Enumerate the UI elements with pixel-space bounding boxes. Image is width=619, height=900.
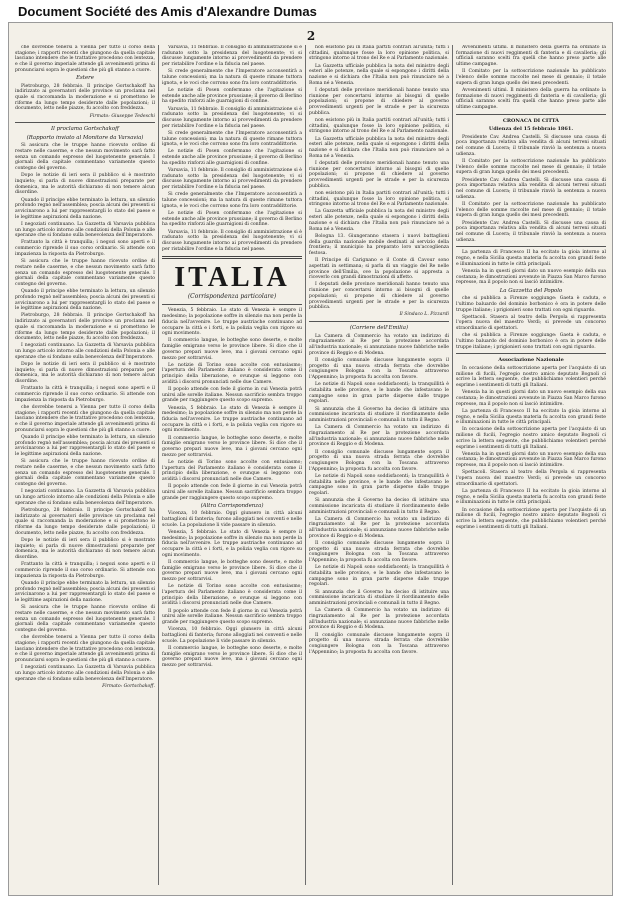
paragraph: Vicenza, 10 febbraio. Oggi giunsero in città alcuni battaglioni di fanteria; furono alloggiati nei conventi e nelle scuole. La popolazione li vide passare in silenzio. (162, 627, 302, 644)
paragraph: Quando il principe ebbe terminato la lettura, un silenzio profondo regnò nell'assemblea; poscia alcuni dei presenti si avvicinarono a lui per rappresentargli lo stato del paese e le legittime aspirazioni della nazione. (15, 289, 155, 312)
paragraph: Il Principe di Carignano e il Conte di Cavour sono aspettati in settimana; si parla di un viaggio del Re nelle province dell'Emilia, ove la popolazione si appresta a riceverlo con grandi dimostrazioni di affetto. (309, 258, 449, 281)
paragraph: Si crede generalmente che l'Imperatore acconsentirà a talune concessioni; ma la natura di queste rimane tuttora ignota, e le voci che corrono sono fra loro contraddittorie. (162, 69, 302, 86)
paragraph: Dopo le notizie di ieri sera il pubblico si è mostrato inquieto; si parla di nuove dimostrazioni preparate per domenica, ma le autorità dichiarano di non temere alcun disordine. (15, 537, 155, 561)
paragraph: I negoziati continuano. La Gazzetta di Varsavia pubblica un lungo articolo intorno alle condizioni della Polonia e alle speranze che si fondano sulla benevolenza dell'Imperatore. (15, 665, 155, 682)
paragraph: Il popolo attende con fede il giorno in cui Venezia potrà unirsi alle sorelle italiane. Nessun sacrificio sembra troppo grande per raggiungere questo scopo supremo. (162, 484, 302, 501)
paragraph: Il consiglio comunale discusse lungamente sopra il progetto di una nuova strada ferrata che dovrebbe congiungere Bologna con la Toscana attraverso l'Appennino; la proposta fu accolta con favore. (309, 357, 449, 381)
paragraph: Il consiglio comunale discusse lungamente sopra il progetto di una nuova strada ferrata che dovrebbe congiungere Bologna con la Toscana attraverso l'Appennino; la proposta fu accolta con favore. (309, 449, 449, 472)
paragraph: Le notizie di Napoli sono soddisfacenti; la tranquillità è ristabilita nelle province, e le bande che infestavano le campagne sono in gran parte disperse dalle truppe regolari. (309, 473, 449, 496)
divider (456, 353, 606, 354)
page-number: 2 (306, 29, 316, 43)
paragraph: che si pubblica a Firenze soggiunge: Gaeta è caduta, e l'ultimo baluardo del dominio borbonico è ora in potere delle truppe italiane; i prigionieri sono trattati con ogni riguardo. (456, 296, 606, 313)
paragraph: Frattanto la città è tranquilla; i negozi sono aperti e il commercio riprende il suo corso ordinario. Si attende con impazienza la risposta da Pietroburgo. (15, 386, 155, 403)
paragraph: che si pubblica a Firenze soggiunge: Gaeta è caduta, e l'ultimo baluardo del dominio borbonico è ora in potere delle truppe italiane; i prigionieri sono trattati con ogni riguardo. (456, 333, 606, 350)
paragraph: Si annunzia che il Governo ha deciso di istituire una commissione incaricata di studiare il riordinamento delle amministrazioni provinciali e comunali in tutto il Regno. (309, 498, 449, 515)
paragraph: La Camera di Commercio ha votato un indirizzo di ringraziamento al Re per la protezione accordata all'industria nazionale; si annunziano nuove fabbriche nelle province di Reggio e di Modena. (309, 516, 449, 539)
divider (162, 256, 302, 259)
paragraph: Quando il principe ebbe terminato la lettura, un silenzio profondo regnò nell'assemblea; poscia alcuni dei presenti si avvicinarono a lui per rappresentargli lo stato del paese e le legittime aspirazioni della nazione. (15, 580, 155, 603)
paragraph: Si crede generalmente che l'Imperatore acconsentirà a talune concessioni; ma la natura di queste rimane tuttora ignota, e le voci che corrono sono fra loro contraddittorie. (162, 130, 302, 148)
paragraph: Pietroburgo, 28 febbraio. Il principe Gortschakoff ha indirizzato ai governatori delle province un proclama nel quale si raccomanda la moderazione e si promettono le riforme da lungo tempo desiderate dalle popolazioni; il documento, letto nelle piazze, fu accolto con freddezza. (15, 313, 155, 342)
section-subheading: (Rapporto inviato al Monitore da Varsavia) (26, 134, 144, 141)
paragraph: La partenza di Francesco II ha eccitato la gioia intorno al regno, e nella Sicilia questa materia fu accolta con grandi feste e illuminazioni in tutte le città principali. (456, 250, 606, 267)
paragraph: Le notizie di Napoli sono soddisfacenti; la tranquillità è ristabilita nelle province, e le bande che infestavano le campagne sono in gran parte disperse dalle truppe regolari. (309, 382, 449, 405)
paragraph: La Gazzetta ufficiale pubblica la nota del ministro degli esteri alle potenze, nella quale si espongono i diritti della nazione e si dichiara che l'Italia non può rinunciare né a Roma né a Venezia. (309, 63, 449, 86)
paragraph: Presidente Cav. Andrea Castelli. Si discusse una causa di poca importanza relativa alla vendita di alcuni terreni situati nel comune di Lucera; il tribunale rinviò la sentenza a nuova udienza. (456, 220, 606, 243)
paragraph: Il popolo attende con fede il giorno in cui Venezia potrà unirsi alle sorelle italiane. Nessun sacrificio sembra troppo grande per raggiungere questo scopo supremo. (162, 387, 302, 404)
paragraph: Venezia, 5 febbraio. Lo stato di Venezia è sempre il medesimo; la popolazione soffre in silenzio ma non perde la fiducia nell'avvenire. Le truppe austriache continuano ad occupare la città e i forti, e la polizia veglia con rigore su ogni movimento. (162, 405, 302, 434)
paragraph: non esistono più in Italia partiti contrari all'unità; tutti i cittadini, qualunque fosse la loro opinione politica, si stringono intorno al trono del Re e al Parlamento nazionale. (309, 117, 449, 135)
paragraph: Il consiglio comunale discusse lungamente sopra il progetto di una nuova strada ferrata che dovrebbe congiungere Bologna con la Toscana attraverso l'Appennino; la proposta fu accolta con favore. (309, 541, 449, 564)
paragraph: Le notizie di Torino sono accolte con entusiasmo; l'apertura del Parlamento italiano è considerata come il principio della liberazione, e ovunque si leggono con avidità i discorsi pronunciati nelle due Camere. (162, 459, 302, 483)
paragraph: Si annunzia che il Governo ha deciso di istituire una commissione incaricata di studiare il riordinamento delle amministrazioni provinciali e comunali in tutto il Regno. (309, 406, 449, 423)
paragraph: Le notizie di Posen confermano che l'agitazione si estende anche alle province prussiane; il governo di Berlino ha spedito rinforzi alle guarnigioni di confine. (162, 87, 302, 105)
column-4 (456, 45, 606, 885)
paragraph: Si annunzia che il Governo ha deciso di istituire una commissione incaricata di studiare il riordinamento delle amministrazioni provinciali e comunali in tutto il Regno. (309, 589, 449, 607)
paragraph: Quando il principe ebbe terminato la lettura, un silenzio profondo regnò nell'assemblea; poscia alcuni dei presenti si avvicinarono a lui per rappresentargli lo stato del paese e le legittime aspirazioni della nazione. (15, 197, 155, 220)
paragraph: Le notizie di Torino sono accolte con entusiasmo; l'apertura del Parlamento italiano è considerata come il principio della liberazione, e ovunque si leggono con avidità i discorsi pronunciati nelle due Camere. (162, 362, 302, 385)
paragraph: La partenza di Francesco II ha eccitato la gioia intorno al regno, e nella Sicilia questa materia fu accolta con grandi feste e illuminazioni in tutte le città principali. (456, 489, 606, 506)
paragraph: Il commercio langue, le botteghe sono deserte, e molte famiglie emigrano verso le province libere. Si dice che il governo prepari nuove leve, ma i giovani cercano ogni mezzo per sottrarvisi. (162, 560, 302, 583)
signature: Il Sindaco L. Pizzardi (399, 312, 449, 318)
paragraph: Varsavia, 11 febbraio. Il consiglio di amministrazione si è radunato sotto la presidenza del luogotenente; vi si discusse lungamente intorno ai provvedimenti da prendere per ristabilire l'ordine e la fiducia nel paese. (162, 106, 302, 129)
paragraph: Il commercio langue, le botteghe sono deserte, e molte famiglie emigrano verso le province libere. Si dice che il governo prepari nuove leve, ma i giovani cercano ogni mezzo per sottrarvisi. (162, 338, 302, 361)
section-heading: Associazione Nazionale (498, 357, 564, 364)
paragraph: La Camera di Commercio ha votato un indirizzo di ringraziamento al Re per la protezione accordata all'industria nazionale; si annunziano nuove fabbriche nelle province di Reggio e di Modena. (309, 608, 449, 631)
paragraph: La Camera di Commercio ha votato un indirizzo di ringraziamento al Re per la protezione accordata all'industria nazionale; si annunziano nuove fabbriche nelle province di Reggio e di Modena. (309, 425, 449, 448)
paragraph: che dovrebbe tenersi a Vienna per tutto il corso della stagione; i rapporti recenti che giungono da quella capitale lasciano intendere che le trattative procedono con lentezza, e che il governo imperiale attende gli avvenimenti prima di pronunciarsi sopra le questioni che più gli stanno a cuore. (15, 404, 155, 433)
paragraph: Si assicura che le truppe hanno ricevuto ordine di restare nelle caserme, e che nessun movimento sarà fatto senza un comando espresso del luogotenente generale. I giornali della capitale commentano variamente questo contegno del governo. (15, 143, 155, 172)
paragraph: non esistono più in Italia partiti contrari all'unità; tutti i cittadini, qualunque fosse la loro opinione politica, si stringono intorno al trono del Re e al Parlamento nazionale. (309, 190, 449, 208)
signature: Firmato: Giuseppe Tedeschi (89, 113, 155, 119)
paragraph: Il popolo attende con fede il giorno in cui Venezia potrà unirsi alle sorelle italiane. Nessun sacrificio sembra troppo grande per raggiungere questo scopo supremo. (162, 608, 302, 626)
paragraph: La Gazzetta ufficiale pubblica la nota del ministro degli esteri alle potenze, nella quale si espongono i diritti della nazione e si dichiara che l'Italia non può rinunciare né a Roma né a Venezia. (309, 136, 449, 159)
section-heading: Estere (76, 75, 94, 82)
section-title-italia: ITALIA (174, 262, 290, 294)
paragraph: Bologna 13. Giungeranno stasera i nuovi battaglioni della guardia nazionale mobile destinati al servizio della frontiera; il municipio ha preparato loro un'accoglienza festosa. (309, 233, 449, 256)
paragraph: La partenza di Francesco II ha eccitato la gioia intorno al regno, e nella Sicilia questa materia fu accolta con grandi feste e illuminazioni in tutte le città principali. (456, 408, 606, 426)
paragraph: Presidente Cav. Andrea Castelli. Si discusse una causa di poca importanza relativa alla vendita di alcuni terreni situati nel comune di Lucera; il tribunale rinviò la sentenza a nuova udienza. (456, 134, 606, 157)
document-title: Document Société des Amis d'Alexandre Dumas (18, 4, 317, 19)
paragraph: Il commercio langue, le botteghe sono deserte, e molte famiglie emigrano verso le province libere. Si dice che il governo prepari nuove leve, ma i giovani cercano ogni mezzo per sottrarvisi. (162, 645, 302, 668)
paragraph: Venezia ha in questi giorni dato un nuovo esempio della sua costanza; le dimostrazioni avvenute in Piazza San Marco furono represse, ma il popolo non si lasciò intimidire. (456, 451, 606, 469)
paragraph: Dopo le notizie di ieri sera il pubblico si è mostrato inquieto; si parla di nuove dimostrazioni preparate per domenica, ma le autorità dichiarano di non temere alcun disordine. (15, 362, 155, 385)
paragraph: Spettacoli. Stasera al teatro della Pergola si rappresenta l'opera nuova del maestro Verdi; si prevede un concorso straordinario di spettatori. (456, 314, 606, 332)
paragraph: Le notizie di Torino sono accolte con entusiasmo; l'apertura del Parlamento italiano è considerata come il principio della liberazione, e ovunque si leggono con avidità i discorsi pronunciati nelle due Camere. (162, 584, 302, 607)
column-2 (162, 45, 302, 885)
paragraph: Venezia ha in questi giorni dato un nuovo esempio della sua costanza; le dimostrazioni avvenute in Piazza San Marco furono represse, ma il popolo non si lasciò intimidire. (456, 390, 606, 407)
paragraph: I deputati delle province meridionali hanno tenuto una riunione per concertarsi intorno ai bisogni di quelle popolazioni; si propone di chiedere al governo provvedimenti urgenti per le strade e per la sicurezza pubblica. (309, 87, 449, 116)
paragraph: Il Comitato per la sottoscrizione nazionale ha pubblicato l'elenco delle somme raccolte nel mese di gennaio; il totale supera di gran lunga quello dei mesi precedenti. (456, 159, 606, 176)
paragraph: Si assicura che le truppe hanno ricevuto ordine di restare nelle caserme, e che nessun movimento sarà fatto senza un comando espresso del luogotenente generale. I giornali della capitale commentano variamente questo contegno del governo. (15, 605, 155, 633)
paragraph: Frattanto la città è tranquilla; i negozi sono aperti e il commercio riprende il suo corso ordinario. Si attende con impazienza la risposta da Pietroburgo. (15, 240, 155, 257)
paragraph: Varsavia, 11 febbraio. Il consiglio di amministrazione si è radunato sotto la presidenza del luogotenente; vi si discusse lungamente intorno ai provvedimenti da prendere per ristabilire l'ordine e la fiducia nel paese. (162, 168, 302, 191)
paragraph: Venezia, 5 febbraio. Lo stato di Venezia è sempre il medesimo; la popolazione soffre in silenzio ma non perde la fiducia nell'avvenire. Le truppe austriache continuano ad occupare la città e i forti, e la polizia veglia con rigore su ogni movimento. (162, 530, 302, 558)
paragraph: Si assicura che le truppe hanno ricevuto ordine di restare nelle caserme, e che nessun movimento sarà fatto senza un comando espresso del luogotenente generale. I giornali della capitale commentano variamente questo contegno del governo. (15, 459, 155, 488)
paragraph: che dovrebbe tenersi a Vienna per tutto il corso della stagione; i rapporti recenti che giungono da quella capitale lasciano intendere che le trattative procedono con lentezza, e che il governo imperiale attende gli avvenimenti prima di pronunciarsi sopra le questioni che più gli stanno a cuore. (15, 635, 155, 663)
paragraph: non esistono più in Italia partiti contrari all'unità; tutti i cittadini, qualunque fosse la loro opinione politica, si stringono intorno al trono del Re e al Parlamento nazionale. (309, 45, 449, 62)
paragraph: I negoziati continuano. La Gazzetta di Varsavia pubblica un lungo articolo intorno alle condizioni della Polonia e alle speranze che si fondano sulla benevolenza dell'Imperatore. (15, 489, 155, 506)
paragraph: In occasione della sottoscrizione aperta per l'acquisto di un milione di fucili, l'egregio nostro amico deputato Bognoli ci scrive la lettera seguente, che pubblichiamo volentieri perché esprime i sentimenti di tutti gli Italiani. (456, 507, 606, 530)
paragraph: Spettacoli. Stasera al teatro della Pergola si rappresenta l'opera nuova del maestro Verdi; si prevede un concorso straordinario di spettatori. (456, 470, 606, 487)
paragraph: Avvenimenti ultimi. Il ministero della guerra ha ordinato la formazione di nuovi reggimenti di fanteria e di cavalleria; gli ufficiali saranno scelti fra quelli che hanno preso parte alle ultime campagne. (456, 45, 606, 68)
paragraph: Il commercio langue, le botteghe sono deserte, e molte famiglie emigrano verso le province libere. Si dice che il governo prepari nuove leve, ma i giovani cercano ogni mezzo per sottrarvisi. (162, 435, 302, 458)
column-rule (158, 45, 159, 885)
divider (456, 114, 606, 115)
signature: Firmato: Gortschakoff. (102, 683, 155, 689)
paragraph: In occasione della sottoscrizione aperta per l'acquisto di un milione di fucili, l'egregio nostro amico deputato Bognoli ci scrive la lettera seguente, che pubblichiamo volentieri perché esprime i sentimenti di tutti gli Italiani. (456, 427, 606, 450)
paragraph: I deputati delle province meridionali hanno tenuto una riunione per concertarsi intorno ai bisogni di quelle popolazioni; si propone di chiedere al governo provvedimenti urgenti per le strade e per la sicurezza pubblica. (309, 282, 449, 311)
newspaper-page (8, 22, 613, 896)
paragraph: Presidente Cav. Andrea Castelli. Si discusse una causa di poca importanza relativa alla vendita di alcuni terreni situati nel comune di Lucera; il tribunale rinviò la sentenza a nuova udienza. (456, 177, 606, 200)
paragraph: Venezia ha in questi giorni dato un nuovo esempio della sua costanza; le dimostrazioni avvenute in Piazza San Marco furono represse, ma il popolo non si lasciò intimidire. (456, 269, 606, 286)
paragraph: I deputati delle province meridionali hanno tenuto una riunione per concertarsi intorno ai bisogni di quelle popolazioni; si propone di chiedere al governo provvedimenti urgenti per le strade e per la sicurezza pubblica. (309, 160, 449, 189)
paragraph: Venezia, 5 febbraio. Lo stato di Venezia è sempre il medesimo; la popolazione soffre in silenzio ma non perde la fiducia nell'avvenire. Le truppe austriache continuano ad occupare la città e i forti, e la polizia veglia con rigore su ogni movimento. (162, 308, 302, 337)
paragraph: Le notizie di Posen confermano che l'agitazione si estende anche alle province prussiane; il governo di Berlino ha spedito rinforzi alle guarnigioni di confine. (162, 210, 302, 228)
section-heading: La Gazzetta del Popolo (499, 287, 563, 294)
section-heading: Il proclama Gortschakoff (51, 126, 119, 133)
paragraph: In occasione della sottoscrizione aperta per l'acquisto di un milione di fucili, l'egregio nostro amico deputato Bognoli ci scrive la lettera seguente, che pubblichiamo volentieri perché esprime i sentimenti di tutti gli Italiani. (456, 365, 606, 389)
column-3 (309, 45, 449, 885)
section-heading: CRONACA DI CITTÀ (502, 117, 560, 124)
paragraph: Le notizie di Posen confermano che l'agitazione si estende anche alle province prussiane; il governo di Berlino ha spedito rinforzi alle guarnigioni di confine. (162, 149, 302, 166)
paragraph: La Gazzetta ufficiale pubblica la nota del ministro degli esteri alle potenze, nella quale si espongono i diritti della nazione e si dichiara che l'Italia non può rinunciare né a Roma né a Venezia. (309, 209, 449, 232)
divider (309, 321, 449, 322)
paragraph: La Camera di Commercio ha votato un indirizzo di ringraziamento al Re per la protezione accordata all'industria nazionale; si annunziano nuove fabbriche nelle province di Reggio e di Modena. (309, 333, 449, 356)
paragraph: Frattanto la città è tranquilla; i negozi sono aperti e il commercio riprende il suo corso ordinario. Si attende con impazienza la risposta da Pietroburgo. (15, 562, 155, 579)
column-rule (305, 45, 306, 885)
paragraph: che dovrebbe tenersi a Vienna per tutto il corso della stagione; i rapporti recenti che giungono da quella capitale lasciano intendere che le trattative procedono con lentezza, e che il governo imperiale attende gli avvenimenti prima di pronunciarsi sopra le questioni che più gli stanno a cuore. (15, 45, 155, 73)
paragraph: Si assicura che le truppe hanno ricevuto ordine di restare nelle caserme, e che nessun movimento sarà fatto senza un comando espresso del luogotenente generale. I giornali della capitale commentano variamente questo contegno del governo. (15, 259, 155, 287)
paragraph: Pietroburgo, 28 febbraio. Il principe Gortschakoff ha indirizzato ai governatori delle province un proclama nel quale si raccomanda la moderazione e si promettono le riforme da lungo tempo desiderate dalle popolazioni; il documento, letto nelle piazze, fu accolto con freddezza. (15, 507, 155, 536)
section-heading: (Altra Corrispondenza) (200, 502, 264, 509)
divider (456, 246, 606, 247)
paragraph: Varsavia, 11 febbraio. Il consiglio di amministrazione si è radunato sotto la presidenza del luogotenente; vi si discusse lungamente intorno ai provvedimenti da prendere per ristabilire l'ordine e la fiducia nel paese. (162, 45, 302, 68)
section-subtitle: (Corrispondenza particolare) (187, 293, 277, 301)
paragraph: Vicenza, 10 febbraio. Oggi giunsero in città alcuni battaglioni di fanteria; furono alloggiati nei conventi e nelle scuole. La popolazione li vide passare in silenzio. (162, 511, 302, 528)
paragraph: I negoziati continuano. La Gazzetta di Varsavia pubblica un lungo articolo intorno alle condizioni della Polonia e alle speranze che si fondano sulla benevolenza dell'Imperatore. (15, 343, 155, 360)
column-rule (452, 45, 453, 885)
divider (15, 122, 155, 123)
paragraph: Quando il principe ebbe terminato la lettura, un silenzio profondo regnò nell'assemblea; poscia alcuni dei presenti si avvicinarono a lui per rappresentargli lo stato del paese e le legittime aspirazioni della nazione. (15, 434, 155, 458)
paragraph: Le notizie di Napoli sono soddisfacenti; la tranquillità è ristabilita nelle province, e le bande che infestavano le campagne sono in gran parte disperse dalle truppe regolari. (309, 565, 449, 588)
paragraph: Dopo le notizie di ieri sera il pubblico si è mostrato inquieto; si parla di nuove dimostrazioni preparate per domenica, ma le autorità dichiarano di non temere alcun disordine. (15, 173, 155, 196)
divider (162, 304, 302, 305)
paragraph: Si crede generalmente che l'Imperatore acconsentirà a talune concessioni; ma la natura di queste rimane tuttora ignota, e le voci che corrono sono fra loro contraddittorie. (162, 192, 302, 209)
section-heading: (Corriere dell'Emilia) (349, 325, 409, 332)
paragraph: Pietroburgo, 28 febbraio. Il principe Gortschakoff ha indirizzato ai governatori delle province un proclama nel quale si raccomanda la moderazione e si promettono le riforme da lungo tempo desiderate dalle popolazioni; il documento, letto nelle piazze, fu accolto con freddezza. (15, 83, 155, 112)
paragraph: Avvenimenti ultimi. Il ministero della guerra ha ordinato la formazione di nuovi reggimenti di fanteria e di cavalleria; gli ufficiali saranno scelti fra quelli che hanno preso parte alle ultime campagne. (456, 87, 606, 111)
paragraph: Il Comitato per la sottoscrizione nazionale ha pubblicato l'elenco delle somme raccolte nel mese di gennaio; il totale supera di gran lunga quello dei mesi precedenti. (456, 69, 606, 86)
paragraph: Il Comitato per la sottoscrizione nazionale ha pubblicato l'elenco delle somme raccolte nel mese di gennaio; il totale supera di gran lunga quello dei mesi precedenti. (456, 201, 606, 219)
paragraph: Il consiglio comunale discusse lungamente sopra il progetto di una nuova strada ferrata che dovrebbe congiungere Bologna con la Toscana attraverso l'Appennino; la proposta fu accolta con favore. (309, 632, 449, 655)
paragraph: Varsavia, 11 febbraio. Il consiglio di amministrazione si è radunato sotto la presidenza del luogotenente; vi si discusse lungamente intorno ai provvedimenti da prendere per ristabilire l'ordine e la fiducia nel paese. (162, 229, 302, 252)
date-line: Udienza del 15 febbraio 1861. (488, 126, 574, 133)
paragraph: I negoziati continuano. La Gazzetta di Varsavia pubblica un lungo articolo intorno alle condizioni della Polonia e alle speranze che si fondano sulla benevolenza dell'Imperatore. (15, 221, 155, 239)
column-1 (15, 45, 155, 885)
